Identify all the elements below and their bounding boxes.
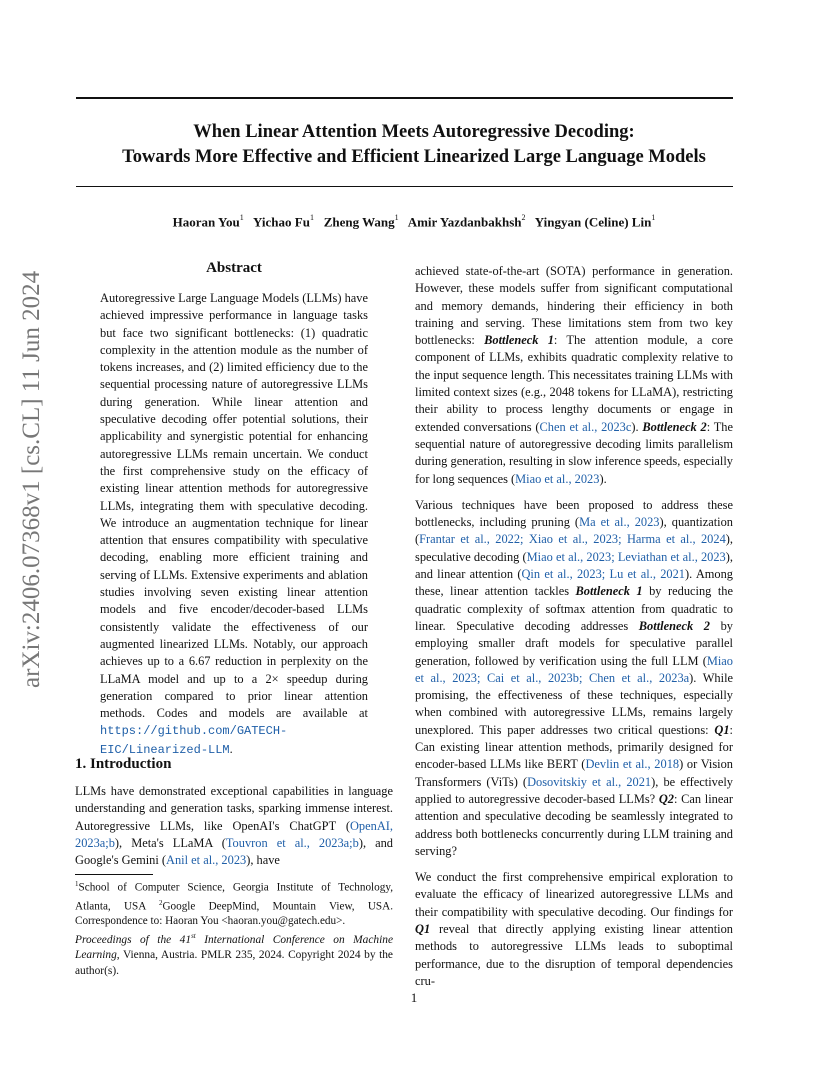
author-name: Yingyan (Celine) Lin: [534, 214, 652, 230]
body-paragraph: Various techniques have been proposed to address these bottlenecks, including pruning (Ma et al., 2023), quantization (Frantar et al., 2022; Xiao et al., 2023; Harma et al., 2024), speculative decoding (Miao et al., 2023; Leviathan et al., 2023), and linear attention (Qin et al., 2023; Lu et al., 2021). Among these, linear attention tackles Bottleneck 1 by reducing the quadratic complexity of softmax attention from quadratic to linear. Speculative decoding addresses Bottleneck 2 by employing smaller draft models for speculative parallel generation, followed by verification using the full LLM (Miao et al., 2023; Cai et al., 2023b; Chen et al., 2023a). While promising, the effectiveness of these techniques, especially when combined with autoregressive LLMs, remains largely unexplored. This paper addresses two critical questions: Q1: Can existing linear attention methods, primarily designed for encoder-based LLMs like BERT (Devlin et al., 2018) or Vision Transformers (ViTs) (Dosovitskiy et al., 2021), be effectively applied to autoregressive decoder-based LLMs? Q2: Can linear attention and speculative decoding be seamlessly integrated to address both bottlenecks concurrently during LLM training and serving?: [415, 497, 734, 858]
code-link[interactable]: https://github.com/GATECH-EIC/Linearized-LLM: [100, 724, 288, 757]
right-column: [415, 263, 733, 999]
citation-link[interactable]: Devlin et al., 2018: [585, 757, 680, 772]
bold-term: Bottleneck 1: [575, 584, 643, 599]
citation-link[interactable]: Touvron et al., 2023a;b: [225, 835, 359, 850]
top-rule: [76, 97, 733, 99]
intro-paragraph: LLMs have demonstrated exceptional capabilities in language understanding and generation tasks, sparking immense interest. Autoregressive LLMs, like OpenAI's ChatGPT (OpenAI, 2023a;b), Meta's LLaMA (Touvron et al., 2023a;b), and Google's Gemini (Anil et al., 2023), have: [75, 784, 393, 868]
author-affiliation: 1: [309, 213, 314, 222]
page-number: 1: [410, 990, 418, 1005]
citation-link[interactable]: Qin et al., 2023; Lu et al., 2021: [521, 567, 685, 582]
question-label: Q1: [415, 921, 431, 936]
abstract-text: Autoregressive Large Language Models (LLMs) have achieved impressive performance in language tasks but face two significant bottlenecks: (1) quadratic complexity in the attention module as the number of tokens increases, and (2) limited efficiency due to the sequential processing nature of autoregressive LLMs during generation. While linear attention and speculative decoding offer potential solutions, their applicability and synergistic potential for enhancing autoregressive LLMs remain uncertain. We conduct the first comprehensive study on the efficacy of existing linear attention methods for autoregressive LLMs, integrating them with speculative decoding. We introduce an augmentation technique for linear attention that ensures compatibility with speculative decoding, enabling more efficient training and serving of LLMs. Extensive experiments and ablation studies involving seven existing linear attention models and five encoder/decoder-based LLMs consistently validate the effectiveness of our augmented linearized LLMs. Notably, our approach achieves up to a 6.67 reduction in perplexity on the LLaMA model and up to a 2× speedup during generation compared to prior linear attention methods. Codes and models are available at: [100, 291, 368, 721]
bold-term: Bottleneck 2: [638, 618, 710, 633]
author-list: [0, 214, 828, 230]
citation-link[interactable]: Ma et al., 2023: [579, 515, 660, 530]
citation-link[interactable]: Chen et al., 2023c: [539, 419, 632, 434]
section-heading-introduction: 1. Introduction: [75, 756, 172, 772]
author-affiliation: 2: [521, 213, 526, 222]
author-name: Yichao Fu: [253, 214, 310, 230]
citation-link[interactable]: Anil et al., 2023: [166, 853, 247, 868]
paper-title-line-2: Towards More Effective and Efficient Linearized Large Language Models: [122, 147, 706, 167]
author-name: Zheng Wang: [323, 214, 395, 230]
abstract-heading: Abstract: [206, 260, 262, 276]
author-affiliation: 1: [239, 213, 244, 222]
arxiv-stamp[interactable]: arXiv:2406.07368v1 [cs.CL] 11 Jun 2024: [18, 270, 45, 688]
paper-title-line-1: When Linear Attention Meets Autoregressive Decoding:: [193, 122, 635, 142]
footnote: $^1$School of Computer Science, Georgia Institute of Technology, Atlanta, USA $^2$Google DeepMind, Mountain View, USA. Correspondence to: Haoran You <haoran.you@gatech.edu>.: [75, 880, 393, 928]
citation-link[interactable]: Miao et al., 2023; Cai et al., 2023b; Chen et al., 2023a: [415, 653, 733, 685]
author-name: Amir Yazdanbakhsh: [407, 214, 522, 230]
author-affiliation: 1: [394, 213, 399, 222]
footnote-divider: [75, 874, 153, 875]
abstract-body: Autoregressive Large Language Models (LLMs) have achieved impressive performance in language tasks but face two significant bottlenecks: (1) quadratic complexity in the attention module as the number of tokens increases, and (2) limited efficiency due to the sequential processing nature of autoregressive LLMs during generation. While linear attention and speculative decoding offer potential solutions, their applicability and synergistic potential for enhancing autoregressive LLMs remain uncertain. We conduct the first comprehensive study on the efficacy of existing linear attention methods for autoregressive LLMs, integrating them with speculative decoding. We introduce an augmentation technique for linear attention that ensures compatibility with speculative decoding, enabling more efficient training and serving of LLMs. Extensive experiments and ablation studies involving seven existing linear attention models and five encoder/decoder-based LLMs consistently validate the effectiveness of our augmented linearized LLMs. Notably, our approach achieves up to a 6.67 reduction in perplexity on the LLaMA model and up to a 2× speedup during generation compared to prior linear attention methods. Codes and models are available at https://github.com/GATECH-EIC/Linearized-LLM.: [100, 291, 368, 757]
question-label: Q1: [714, 722, 730, 737]
author-name: Haoran You: [172, 214, 240, 230]
citation-link[interactable]: Miao et al., 2023: [515, 471, 600, 486]
citation-link[interactable]: Dosovitskiy et al., 2021: [527, 774, 652, 789]
bold-term: Bottleneck 2: [642, 419, 707, 434]
body-paragraph: We conduct the first comprehensive empirical exploration to evaluate the efficacy of linearized autoregressive LLMs and their compatibility with speculative decoding. Our findings for Q1 reveal that directly applying existing linear attention methods to autoregressive LLMs leads to suboptimal performance, due to the disruption of temporal dependencies cru-: [415, 870, 733, 988]
bold-term: Bottleneck 1: [484, 333, 554, 348]
citation-link[interactable]: Miao et al., 2023; Leviathan et al., 2023: [526, 549, 726, 564]
proceedings-note: Proceedings of the 41st International Conference on Machine Learning, Vienna, Austria. PMLR 235, 2024. Copyright 2024 by the author(s).: [75, 932, 393, 977]
citation-link[interactable]: Frantar et al., 2022; Xiao et al., 2023; Harma et al., 2024: [419, 532, 726, 547]
citation-link[interactable]: OpenAI, 2023a;b: [75, 818, 393, 850]
body-paragraph: achieved state-of-the-art (SOTA) performance in generation. However, these models suffer from significant computational and memory demands, hindering their efficiency in both training and serving. These limitations stem from two key bottlenecks: Bottleneck 1: The attention module, a core component of LLMs, exhibits quadratic complexity relative to the input sequence length. This necessitates training LLMs with limited context sizes (e.g., 2048 tokens for LLaMA), restricting their ability to process lengthy documents or engage in extended conversations (Chen et al., 2023c). Bottleneck 2: The sequential nature of autoregressive decoding limits parallelism during generation, resulting in slow inference speeds, especially for long sequences (Miao et al., 2023).: [415, 264, 733, 486]
author-affiliation: 1: [651, 213, 656, 222]
question-label: Q2: [658, 791, 675, 806]
title-bottom-rule: [76, 186, 733, 187]
